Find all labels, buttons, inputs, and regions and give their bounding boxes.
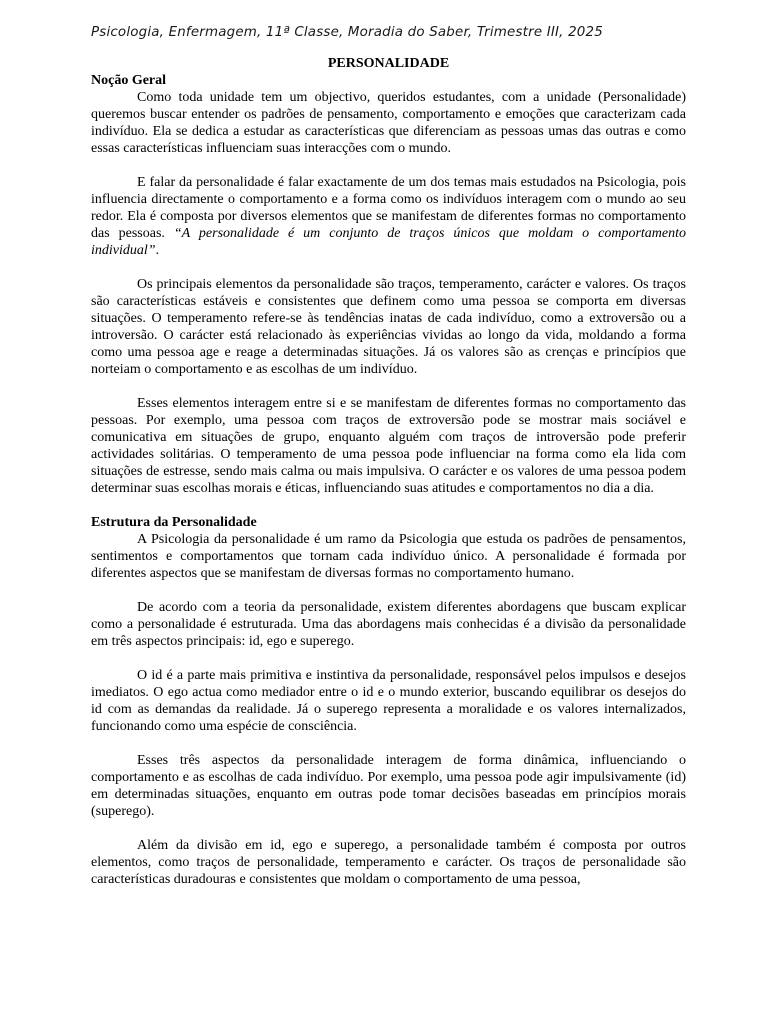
running-header: Psicologia, Enfermagem, 11ª Classe, Moradia do Saber, Trimestre III, 2025 (91, 25, 603, 40)
quote-text: “A personalidade é um conjunto de traços únicos que moldam o comportamento individual” (91, 226, 686, 258)
paragraph: De acordo com a teoria da personalidade, existem diferentes abordagens que buscam explicar como a personalidade é estruturada. Uma das abordagens mais conhecidas é a divisão da personalidade em três aspectos principais: id, ego e superego. (91, 600, 686, 649)
paragraph: Esses três aspectos da personalidade interagem de forma dinâmica, influenciando o comportamento e as escolhas de cada indivíduo. Por exemplo, uma pessoa pode agir impulsivamente (id) em determinadas situações, enquanto em outras pode tomar decisões baseadas em princípios morais (superego). (91, 753, 686, 819)
paragraph: O id é a parte mais primitiva e instintiva da personalidade, responsável pelos impulsos e desejos imediatos. O ego actua como mediador entre o id e o mundo exterior, buscando equilibrar os desejos do id com as demandas da realidade. Já o superego representa a moralidade e os valores internalizados, funcionando como uma espécie de consciência. (91, 668, 686, 734)
paragraph: Esses elementos interagem entre si e se manifestam de diferentes formas no comportamento das pessoas. Por exemplo, uma pessoa com traços de extroversão pode se mostrar mais sociável e comunicativa em situações de grupo, enquanto alguém com traços de introversão pode preferir actividades solitárias. O temperamento de uma pessoa pode influenciar na forma como ela lida com situações de estresse, sendo mais calma ou mais impulsiva. O carácter e os valores de uma pessoa podem determinar suas escolhas morais e éticas, influenciando suas atitudes e comportamentos no dia a dia. (91, 396, 686, 496)
paragraph-text: E falar da personalidade é falar exactamente de um dos temas mais estudados na Psicologia, pois influencia directamente o comportamento e a forma como os indivíduos interagem com o mundo ao seu redor. Ela é composta por diversos elementos que se manifestam de diferentes formas no comportamento das pessoas. (91, 175, 686, 241)
paragraph: A Psicologia da personalidade é um ramo da Psicologia que estuda os padrões de pensamentos, sentimentos e comportamentos que tornam cada indivíduo único. A personalidade é formada por diferentes aspectos que se manifestam de diversas formas no comportamento humano. (91, 532, 686, 581)
section-heading-nocao-geral: Noção Geral (91, 73, 167, 88)
section-heading-estrutura: Estrutura da Personalidade (91, 515, 257, 530)
paragraph: Além da divisão em id, ego e superego, a personalidade também é composta por outros elementos, como traços de personalidade, temperamento e carácter. Os traços de personalidade são características duradouras e consistentes que moldam o comportamento de uma pessoa, (91, 838, 686, 887)
quote-punctuation: . (155, 243, 160, 258)
paragraph: Os principais elementos da personalidade são traços, temperamento, carácter e valores. Os traços são características estáveis e consistentes que definem como uma pessoa se comporta em diversas situações. O temperamento refere-se às tendências inatas de cada indivíduo, como a extroversão ou a introversão. O carácter está relacionado às experiências vividas ao longo da vida, moldando a forma como uma pessoa age e reage a determinadas situações. Já os valores são as crenças e princípios que norteiam o comportamento e as escolhas de um indivíduo. (91, 277, 686, 377)
paragraph-with-quote (91, 174, 686, 259)
paragraph: Como toda unidade tem um objectivo, queridos estudantes, com a unidade (Personalidade) queremos buscar entender os padrões de pensamento, comportamento e emoções que caracterizam cada indivíduo. Ela se dedica a estudar as características que diferenciam as pessoas umas das outras e como essas características influenciam suas interacções com o mundo. (91, 90, 686, 156)
document-title: PERSONALIDADE (327, 56, 450, 71)
